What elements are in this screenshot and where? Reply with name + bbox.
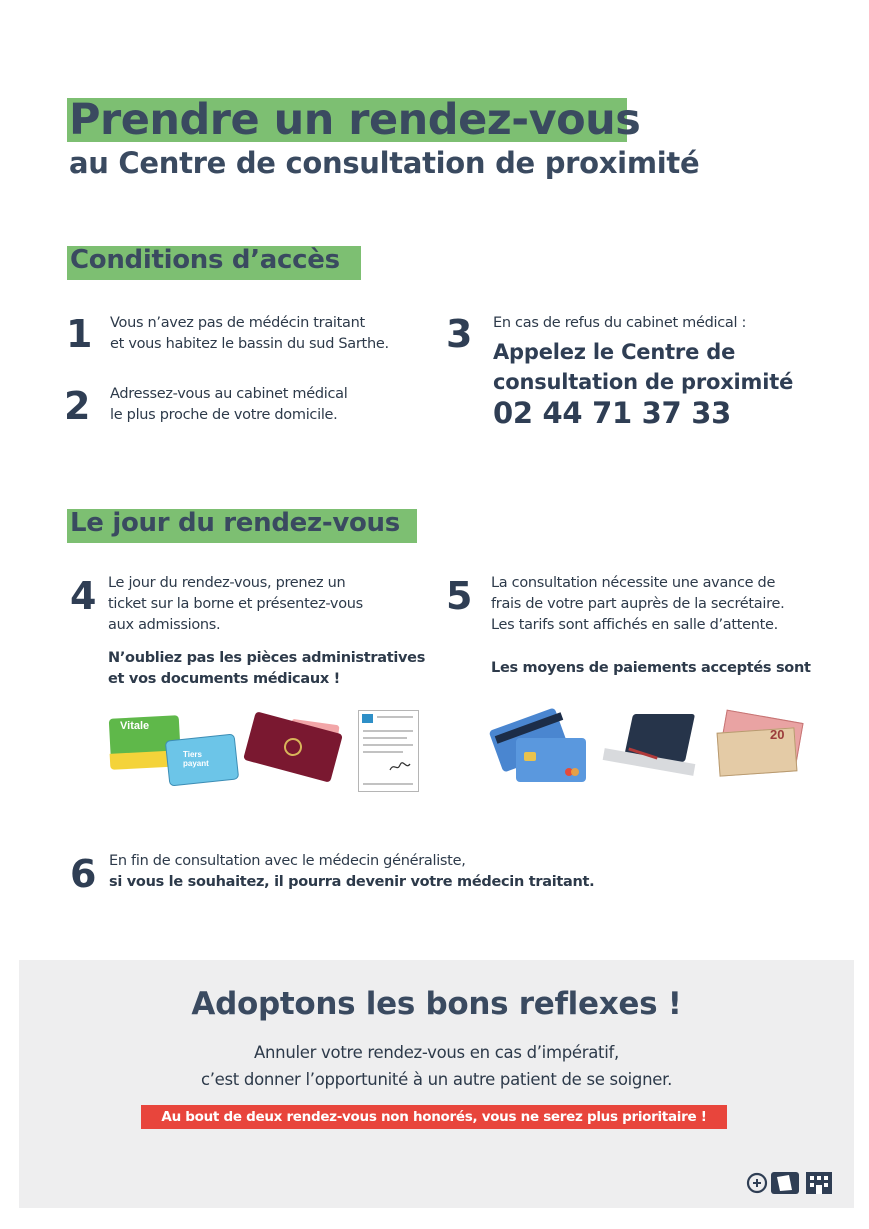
step-5-payments-heading: Les moyens de paiements acceptés sont <box>491 660 811 676</box>
card-network-icon <box>571 768 579 776</box>
step-5-line: La consultation nécessite une avance de <box>491 575 776 591</box>
document-line <box>363 751 403 753</box>
section-heading-jour: Le jour du rendez-vous <box>70 508 400 538</box>
page-subtitle: au Centre de consultation de proximité <box>69 146 700 180</box>
step-6-line: En fin de consultation avec le médecin généraliste, <box>109 853 466 869</box>
step-2-text <box>110 384 440 426</box>
step-4-line: Le jour du rendez-vous, prenez un <box>108 575 346 591</box>
section-heading-conditions: Conditions d’accès <box>70 245 340 275</box>
reflexes-line: Annuler votre rendez-vous en cas d’impératif, <box>254 1043 619 1062</box>
step-4-text <box>108 573 428 636</box>
step-number-3: 3 <box>446 312 473 356</box>
step-4-bold-line: N’oubliez pas les pièces administratives <box>108 650 426 666</box>
document-line <box>363 744 413 746</box>
step-4-line: aux admissions. <box>108 617 221 633</box>
step-1-line: Vous n’avez pas de médécin traitant <box>110 315 365 331</box>
step-5-line: frais de votre part auprès de la secrétaire. <box>491 596 785 612</box>
document-line <box>377 716 413 718</box>
banknote-image <box>717 727 798 776</box>
hospital-logo-icon <box>806 1172 832 1194</box>
step-3-cta-line: Appelez le Centre de <box>493 340 736 364</box>
step-3-cta <box>493 337 833 397</box>
step-number-2: 2 <box>64 384 91 428</box>
step-3-intro: En cas de refus du cabinet médical : <box>493 315 747 331</box>
tiers-payant-label: Tiers payant <box>183 750 209 768</box>
step-5-line: Les tarifs sont affichés en salle d’attente. <box>491 617 778 633</box>
vitale-card-label: Vitale <box>120 720 150 732</box>
step-2-line: le plus proche de votre domicile. <box>110 407 338 423</box>
institution-logos <box>744 1168 839 1198</box>
region-logo-icon <box>748 1174 766 1192</box>
step-4-bold-line: et vos documents médicaux ! <box>108 671 340 687</box>
step-6-line-bold: si vous le souhaitez, il pourra devenir votre médecin traitant. <box>109 874 595 890</box>
reflexes-line: c’est donner l’opportunité à un autre patient de se soigner. <box>200 1070 673 1089</box>
passport-image <box>243 711 343 783</box>
step-4-line: ticket sur la borne et présentez-vous <box>108 596 363 612</box>
step-1-line: et vous habitez le bassin du sud Sarthe. <box>110 336 389 352</box>
step-number-1: 1 <box>66 312 93 356</box>
document-line <box>363 783 413 785</box>
card-chip-icon <box>524 752 536 761</box>
document-line <box>363 730 413 732</box>
passport-emblem-icon <box>282 736 304 758</box>
reflexes-title: Adoptons les bons reflexes ! <box>191 986 682 1022</box>
document-logo-icon <box>362 714 373 723</box>
step-6-text <box>109 851 669 893</box>
step-5-text <box>491 573 831 636</box>
page-title: Prendre un rendez-vous <box>69 95 641 145</box>
signature-icon <box>388 760 412 774</box>
step-2-line: Adressez-vous au cabinet médical <box>110 386 348 402</box>
step-number-6: 6 <box>70 852 97 896</box>
document-line <box>363 737 407 739</box>
phone-number[interactable]: 02 44 71 37 33 <box>493 396 731 430</box>
step-number-5: 5 <box>446 574 473 618</box>
department-logo-icon <box>771 1172 799 1194</box>
banknote-value: 20 <box>770 727 785 742</box>
no-show-warning: Au bout de deux rendez-vous non honorés, vous ne serez plus prioritaire ! <box>141 1105 727 1129</box>
step-3-cta-line: consultation de proximité <box>493 370 794 394</box>
step-number-4: 4 <box>70 574 97 618</box>
step-4-reminder <box>108 648 438 690</box>
step-1-text <box>110 313 440 355</box>
